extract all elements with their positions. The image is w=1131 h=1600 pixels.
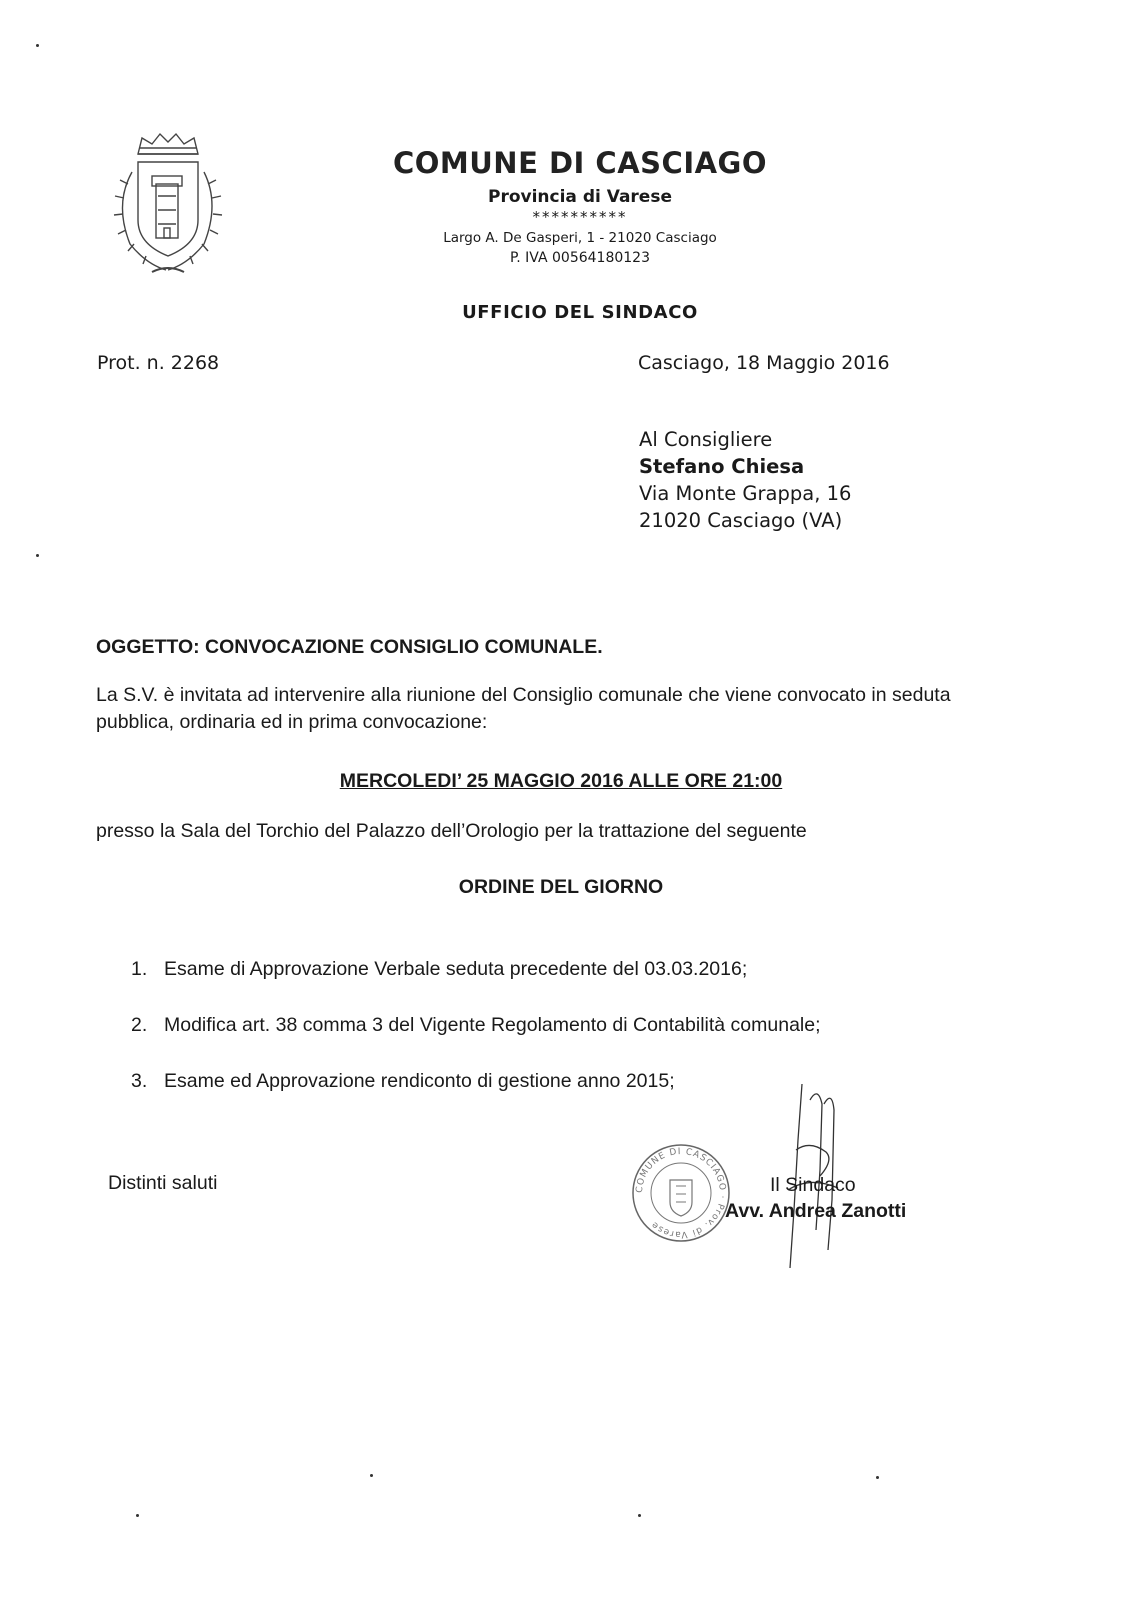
- municipal-stamp-seal: [630, 1142, 732, 1244]
- agenda-title: ORDINE DEL GIORNO: [458, 876, 664, 898]
- protocol-number: Prot. n. 2268: [97, 352, 220, 374]
- municipality-title: COMUNE DI CASCIAGO: [392, 146, 768, 180]
- agenda-item: [131, 956, 747, 983]
- agenda-item-number: 1.: [131, 958, 148, 980]
- scan-speck: [638, 1514, 641, 1517]
- province-name: Provincia di Varese: [487, 187, 672, 207]
- agenda-item-text: Modifica art. 38 comma 3 del Vigente Regolamento di Contabilità comunale;: [164, 1014, 821, 1036]
- vat-number: P. IVA 00564180123: [510, 250, 650, 266]
- agenda-item: [131, 1012, 821, 1039]
- meeting-datetime: MERCOLEDI’ 25 MAGGIO 2016 ALLE ORE 21:00: [339, 770, 783, 792]
- recipient-role: Al Consigliere: [639, 428, 773, 451]
- scan-speck: [36, 554, 39, 557]
- agenda-item-text: Esame ed Approvazione rendiconto di gestione anno 2015;: [164, 1070, 675, 1092]
- office-heading: UFFICIO DEL SINDACO: [462, 302, 698, 323]
- agenda-item-text: Esame di Approvazione Verbale seduta precedente del 03.03.2016;: [164, 958, 748, 980]
- office-address: Largo A. De Gasperi, 1 - 21020 Casciago: [443, 230, 717, 246]
- scan-speck: [876, 1476, 879, 1479]
- recipient-name: Stefano Chiesa: [639, 455, 805, 478]
- signatory-role: Il Sindaco: [770, 1174, 856, 1196]
- stamp-circular-text: COMUNE DI CASCIAGO · Prov. di Varese: [634, 1146, 728, 1240]
- recipient-block: [639, 426, 851, 534]
- meeting-location: presso la Sala del Torchio del Palazzo dell’Orologio per la trattazione del seguente: [96, 820, 807, 842]
- agenda-item: [131, 1068, 675, 1095]
- closing-salutation: Distinti saluti: [108, 1172, 218, 1194]
- scan-speck: [136, 1514, 139, 1517]
- scan-speck: [370, 1474, 373, 1477]
- separator-stars: **********: [532, 208, 628, 226]
- scan-speck: [36, 44, 39, 47]
- letter-subject: OGGETTO: CONVOCAZIONE CONSIGLIO COMUNALE.: [96, 636, 603, 658]
- recipient-city: 21020 Casciago (VA): [639, 509, 843, 532]
- signatory-name: Avv. Andrea Zanotti: [725, 1200, 907, 1222]
- letter-date: Casciago, 18 Maggio 2016: [638, 352, 890, 374]
- agenda-item-number: 2.: [131, 1014, 148, 1036]
- coat-of-arms-emblem: [108, 132, 224, 278]
- intro-paragraph: La S.V. è invitata ad intervenire alla riunione del Consiglio comunale che viene convocato in seduta pubblica, ordinaria ed in prima convocazione:: [96, 684, 951, 733]
- agenda-item-number: 3.: [131, 1070, 148, 1092]
- svg-text:COMUNE DI CASCIAGO · Prov. di: [635, 1147, 727, 1239]
- recipient-street: Via Monte Grappa, 16: [639, 482, 852, 505]
